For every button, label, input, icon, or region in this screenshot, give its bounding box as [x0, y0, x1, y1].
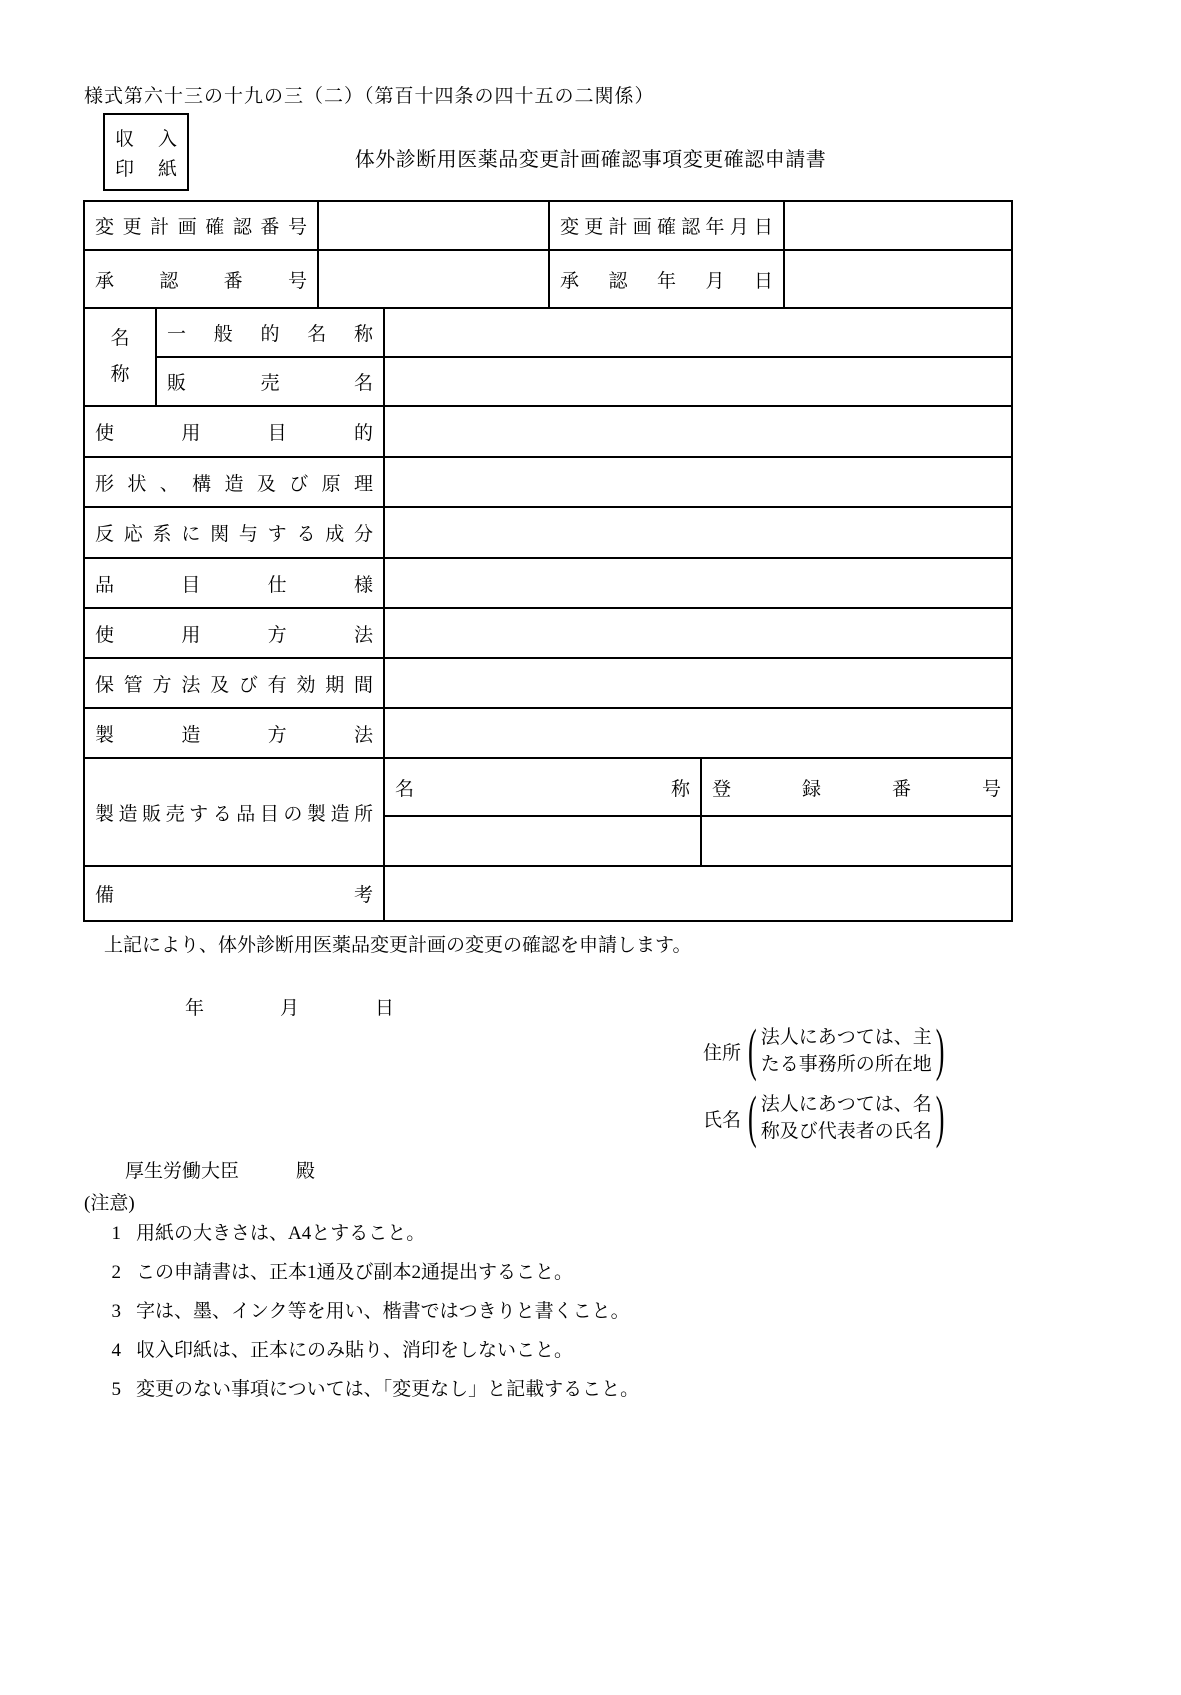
- notes-list: [105, 1218, 639, 1401]
- note-number: 1: [111, 1223, 121, 1244]
- shape-structure-principle-field: [384, 457, 1012, 507]
- manufacturing-site-label: 製造販売する品目の製造所: [95, 803, 374, 825]
- table-row: [84, 308, 1012, 357]
- change-plan-date-field: [784, 201, 1012, 250]
- table-row: [84, 558, 1012, 608]
- table-row: [84, 201, 1012, 250]
- table-row: [84, 406, 1012, 457]
- table-row: [84, 457, 1012, 507]
- close-paren: ): [935, 1017, 945, 1083]
- approval-date-field: [784, 250, 1012, 308]
- brand-name-field: [384, 357, 1012, 406]
- item-specification-label: 品目仕様: [95, 574, 374, 596]
- usage-method-label: 使用方法: [95, 624, 374, 646]
- change-plan-number-field: [318, 201, 549, 250]
- site-name-label: 名称: [395, 778, 691, 800]
- note-text: 用紙の大きさは、A4とすること。: [136, 1223, 426, 1244]
- note-item: [105, 1257, 639, 1284]
- name-block: [703, 1084, 945, 1150]
- note-text: 変更のない事項については、「変更なし」と記載すること。: [136, 1379, 640, 1400]
- generic-name-label: 一般的名称: [167, 324, 374, 345]
- name-label: 氏名: [703, 1109, 742, 1131]
- remarks-field: [384, 866, 1012, 921]
- shape-structure-principle-label: 形状、構造及び原理: [95, 473, 374, 495]
- storage-validity-label: 保管方法及び有効期間: [95, 674, 374, 696]
- form-number: 様式第六十三の十九の三（二）（第百十四条の四十五の二関係）: [84, 86, 655, 107]
- note-number: 4: [111, 1340, 121, 1361]
- manufacturing-method-field: [384, 708, 1012, 758]
- intended-use-field: [384, 406, 1012, 457]
- generic-name-field: [384, 308, 1012, 357]
- site-registration-number-field: [701, 816, 1012, 866]
- note-item: [105, 1296, 639, 1323]
- brand-name-label: 販売名: [167, 373, 374, 394]
- reaction-components-field: [384, 507, 1012, 558]
- table-row: [84, 507, 1012, 558]
- table-row: [84, 866, 1012, 921]
- address-label: 住所: [703, 1042, 742, 1064]
- address-block: [703, 1017, 945, 1083]
- name-note: [761, 1091, 932, 1145]
- table-row: [84, 708, 1012, 758]
- name-note-line1: 法人にあつては、名: [760, 1094, 932, 1115]
- application-form-table: [83, 200, 1013, 922]
- table-row: [84, 658, 1012, 708]
- site-registration-number-label: 登録番号: [712, 778, 1002, 800]
- note-number: 2: [111, 1262, 121, 1283]
- usage-method-field: [384, 608, 1012, 658]
- declaration-text: 上記により、体外診断用医薬品変更計画の変更の確認を申請します。: [104, 935, 692, 956]
- note-text: 収入印紙は、正本にのみ貼り、消印をしないこと。: [136, 1340, 574, 1361]
- note-item: [105, 1335, 639, 1362]
- note-text: この申請書は、正本1通及び副本2通提出すること。: [136, 1262, 574, 1283]
- change-plan-number-label: 変更計画確認番号: [95, 217, 308, 238]
- note-number: 3: [111, 1301, 121, 1322]
- intended-use-label: 使用目的: [95, 423, 374, 444]
- table-row: [84, 250, 1012, 308]
- note-number: 5: [111, 1379, 121, 1400]
- stamp-label-line1: 収 入: [115, 128, 177, 150]
- date-line: 年 月 日: [185, 998, 395, 1019]
- document-title: 体外診断用医薬品変更計画確認事項変更確認申請書: [354, 149, 827, 171]
- site-name-field: [384, 816, 701, 866]
- table-row: [84, 608, 1012, 658]
- note-item: [105, 1218, 639, 1245]
- table-row: [84, 357, 1012, 406]
- address-note-line2: たる事務所の所在地: [760, 1054, 932, 1075]
- name-group-cell: [84, 308, 156, 406]
- reaction-components-label: 反応系に関与する成分: [95, 524, 374, 545]
- close-paren: ): [935, 1084, 945, 1150]
- name-note-line2: 称及び代表者の氏名: [760, 1121, 932, 1142]
- stamp-label-line2: 印 紙: [115, 158, 177, 180]
- storage-validity-field: [384, 658, 1012, 708]
- change-plan-date-label: 変更計画確認年月日: [560, 217, 774, 238]
- note-text: 字は、墨、インク等を用い、楷書ではつきりと書くこと。: [136, 1301, 630, 1322]
- item-specification-field: [384, 558, 1012, 608]
- approval-number-field: [318, 250, 549, 308]
- address-note-line1: 法人にあつては、主: [760, 1027, 932, 1048]
- approval-number-label: 承認番号: [95, 270, 308, 292]
- remarks-label: 備考: [95, 885, 374, 906]
- minister-line: 厚生労働大臣 殿: [125, 1161, 316, 1182]
- open-paren: (: [748, 1084, 757, 1150]
- notes-heading: (注意): [84, 1193, 135, 1214]
- note-item: [105, 1374, 639, 1401]
- manufacturing-method-label: 製造方法: [95, 724, 374, 746]
- name-group-label: 名称: [110, 327, 130, 385]
- approval-date-label: 承認年月日: [560, 270, 774, 292]
- open-paren: (: [748, 1017, 757, 1083]
- address-note: [761, 1024, 932, 1078]
- table-row: [84, 758, 1012, 816]
